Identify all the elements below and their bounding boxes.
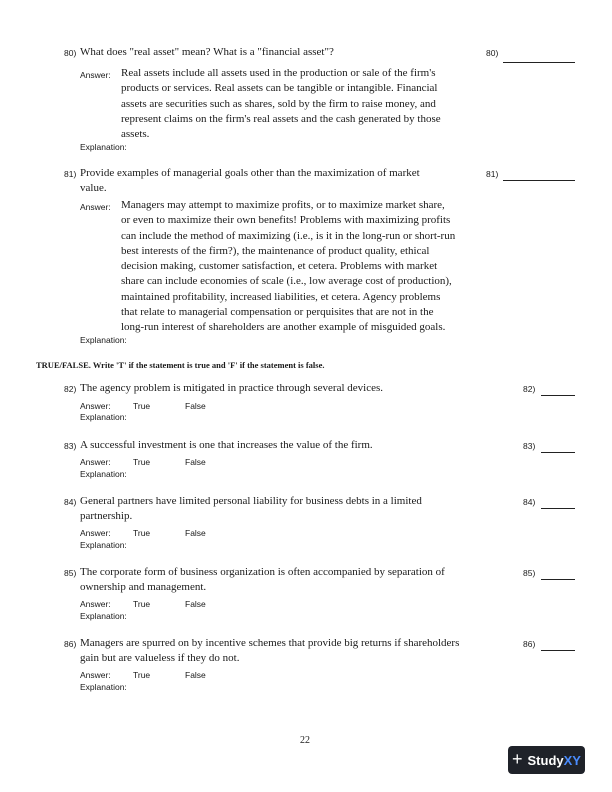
answer-text xyxy=(121,66,481,142)
answer-blank[interactable] xyxy=(541,395,575,396)
question-line: partnership. xyxy=(80,510,133,522)
answer-line: Managers may attempt to maximize profits, or to maximize market share, xyxy=(121,199,445,211)
answer-line: decision making, customer satisfaction, et cetera. Problems with market xyxy=(121,260,438,273)
answer-line: that relate to managerial compensation or perquisites that are not in the xyxy=(121,306,434,319)
answer-line: products or services. Real assets can be tangible or intangible. Financial xyxy=(121,82,438,95)
brand-name-main: Study xyxy=(527,752,564,768)
answer-line: maintained profitability, increased liabilities, et cetera. Agency problems xyxy=(121,290,441,303)
answer-blank-label: 84) xyxy=(523,497,536,507)
answer-line: can include the method of maximizing (i.e., is it in the long-run or short-run xyxy=(121,229,456,242)
answer-blank-label: 80) xyxy=(486,48,499,58)
plus-icon: + xyxy=(512,749,523,769)
question-number: 85) xyxy=(64,568,77,578)
answer-line: or even to maximize their own benefits! Problems with maximizing profits xyxy=(121,214,451,227)
answer-label: Answer: xyxy=(80,457,111,467)
answer-blank[interactable] xyxy=(503,62,575,63)
question-line: gain but are valueless if they do not. xyxy=(80,652,240,664)
answer-blank-label: 82) xyxy=(523,384,536,394)
question-text: What does "real asset" mean? What is a "financial asset"? xyxy=(80,46,334,58)
question-text xyxy=(80,494,422,524)
question-line: A successful investment is one that increases the value of the firm. xyxy=(80,439,373,451)
true-option[interactable]: True xyxy=(133,528,151,538)
question-number: 83) xyxy=(64,441,77,451)
question-text xyxy=(80,636,459,666)
brand-name-accent: XY xyxy=(563,752,581,768)
answer-label: Answer: xyxy=(80,528,111,538)
true-option[interactable]: True xyxy=(133,457,151,467)
answer-label: Answer: xyxy=(80,401,111,411)
answer-blank[interactable] xyxy=(541,452,575,453)
question-line: value. xyxy=(80,182,107,194)
answer-blank-label: 85) xyxy=(523,568,536,578)
answer-blank[interactable] xyxy=(541,579,575,580)
answer-label: Answer: xyxy=(80,202,111,212)
question-line: The agency problem is mitigated in practice through several devices. xyxy=(80,382,383,394)
answer-line: share can include economies of scale (i.e., low average cost of production), xyxy=(121,275,452,288)
question-line: Managers are spurred on by incentive schemes that provide big returns if shareholders xyxy=(80,637,460,649)
answer-line: best interests of the firm?), the maintenance of product quality, ethical xyxy=(121,244,430,257)
answer-blank-label: 86) xyxy=(523,639,536,649)
question-line: The corporate form of business organization is often accompanied by separation of xyxy=(80,566,445,578)
question-number: 86) xyxy=(64,639,77,649)
page-number: 22 xyxy=(300,735,310,746)
explanation-label: Explanation: xyxy=(80,335,127,345)
question-text xyxy=(80,438,373,453)
explanation-label: Explanation: xyxy=(80,611,127,621)
answer-blank[interactable] xyxy=(541,650,575,651)
answer-blank[interactable] xyxy=(541,508,575,509)
explanation-label: Explanation: xyxy=(80,142,127,152)
false-option[interactable]: False xyxy=(185,528,206,538)
question-number: 80) xyxy=(64,48,77,58)
answer-blank-label: 81) xyxy=(486,169,499,179)
explanation-label: Explanation: xyxy=(80,469,127,479)
answer-line: represent claims on the firm's real assets and the cash generated by those xyxy=(121,112,441,125)
section-heading: TRUE/FALSE. Write 'T' if the statement is true and 'F' if the statement is false. xyxy=(36,360,325,370)
false-option[interactable]: False xyxy=(185,401,206,411)
answer-blank-label: 83) xyxy=(523,441,536,451)
false-option[interactable]: False xyxy=(185,599,206,609)
brand-name xyxy=(528,753,581,768)
true-option[interactable]: True xyxy=(133,670,151,680)
question-number: 84) xyxy=(64,497,77,507)
question-text xyxy=(80,381,383,396)
question-line: Provide examples of managerial goals other than the maximization of market xyxy=(80,167,420,179)
true-option[interactable]: True xyxy=(133,599,151,609)
answer-line: assets are securities such as shares, sold by the firm to raise money, and xyxy=(121,97,436,110)
question-line: General partners have limited personal liability for business debts in a limited xyxy=(80,495,422,507)
answer-line: long-run interest of shareholders are another example of misguided goals. xyxy=(121,321,446,334)
question-line: ownership and management. xyxy=(80,581,207,593)
false-option[interactable]: False xyxy=(185,457,206,467)
answer-blank[interactable] xyxy=(503,180,575,181)
answer-text xyxy=(121,198,491,336)
question-number: 81) xyxy=(64,169,77,179)
answer-label: Answer: xyxy=(80,670,111,680)
question-text xyxy=(80,565,445,595)
question-number: 82) xyxy=(64,384,77,394)
explanation-label: Explanation: xyxy=(80,412,127,422)
answer-line: Real assets include all assets used in the production or sale of the firm's xyxy=(121,67,436,79)
explanation-label: Explanation: xyxy=(80,682,127,692)
question-text xyxy=(80,166,420,196)
answer-label: Answer: xyxy=(80,599,111,609)
studyxy-logo[interactable] xyxy=(508,746,585,774)
answer-line: assets. xyxy=(121,128,150,141)
answer-label: Answer: xyxy=(80,70,111,80)
true-option[interactable]: True xyxy=(133,401,151,411)
false-option[interactable]: False xyxy=(185,670,206,680)
explanation-label: Explanation: xyxy=(80,540,127,550)
